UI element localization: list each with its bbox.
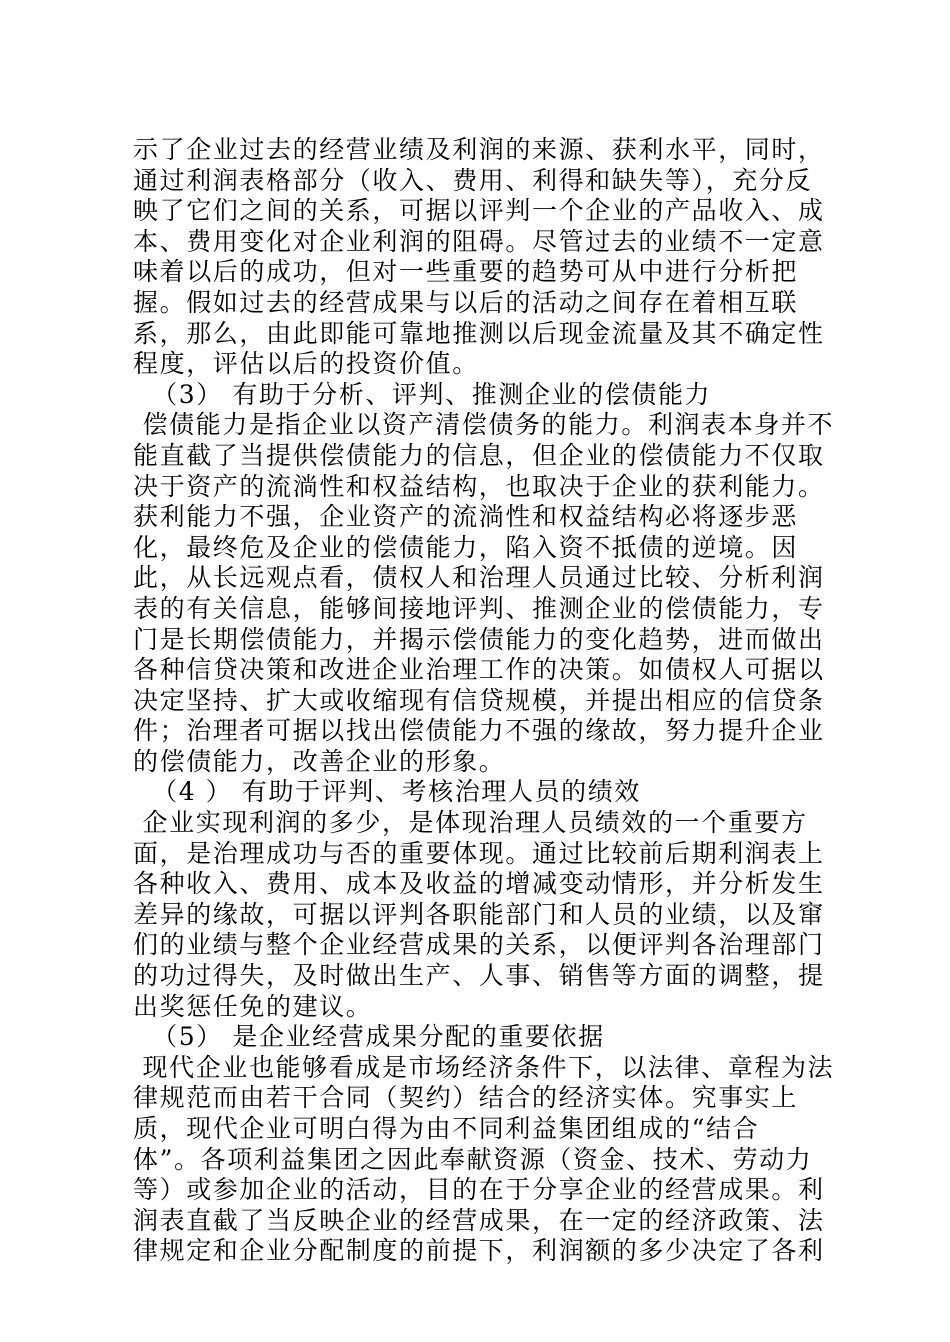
paragraph-line: 偿债能力是指企业以资产清偿债务的能力。利润表本身并不	[133, 410, 835, 440]
paragraph-line: 们的业绩与整个企业经营成果的关系，以便评判各治理部门	[133, 930, 825, 960]
paragraph-line: 体”。各项利益集团之因此奉献资源（资金、技术、劳动力	[133, 1144, 813, 1174]
paragraph-line: 门是长期偿债能力，并揭示偿债能力的变化趋势，进而做出	[133, 624, 825, 654]
paragraph-line: 程度，评估以后的投资价值。	[133, 349, 479, 379]
paragraph-line: 决定坚持、扩大或收缩现有信贷规模，并提出相应的信贷条	[133, 685, 825, 715]
paragraph-line: 能直截了当提供偿债能力的信息，但企业的偿债能力不仅取	[133, 440, 825, 470]
paragraph-line: 现代企业也能够看成是市场经济条件下，以法律、章程为法	[133, 1052, 835, 1082]
paragraph-line: 律规定和企业分配制度的前提下，利润额的多少决定了各利	[133, 1236, 825, 1266]
paragraph-line: 示了企业过去的经营业绩及利润的来源、获利水平，同时，	[133, 135, 825, 164]
paragraph-line: 的功过得失，及时做出生产、人事、销售等方面的调整，提	[133, 961, 825, 991]
paragraph-line: 的偿债能力，改善企业的形象。	[133, 746, 506, 776]
paragraph-line: 表的有关信息，能够间接地评判、推测企业的偿债能力，专	[133, 593, 825, 623]
paragraph-line: 通过利润表格部分（收入、费用、利得和缺失等），充分反	[133, 165, 813, 195]
paragraph-line: 面，是治理成功与否的重要体现。通过比较前后期利润表上	[133, 838, 825, 868]
paragraph-line: 握。假如过去的经营成果与以后的活动之间存在着相互联	[133, 287, 799, 317]
paragraph-line: 各种信贷决策和改进企业治理工作的决策。如债权人可据以	[133, 655, 825, 685]
document-body	[133, 135, 835, 1267]
paragraph-line: 决于资产的流淌性和权益结构，也取决于企业的获利能力。	[133, 471, 825, 501]
paragraph-line: 出奖惩任免的建议。	[133, 991, 373, 1021]
paragraph-line: 各种收入、费用、成本及收益的增减变动情形，并分析发生	[133, 869, 825, 899]
section-heading: （4 ） 有助于评判、考核治理人员的绩效	[133, 777, 641, 807]
paragraph-line: 获利能力不强，企业资产的流淌性和权益结构必将逐步恶	[133, 502, 799, 532]
paragraph-line: 本、费用变化对企业利润的阻碍。尽管过去的业绩不一定意	[133, 226, 825, 256]
paragraph-line: 等）或参加企业的活动，目的在于分享企业的经营成果。利	[133, 1175, 825, 1205]
paragraph-line: 企业实现利润的多少，是体现治理人员绩效的一个重要方	[133, 808, 808, 838]
paragraph-line: 件；治理者可据以找出偿债能力不强的缘故，努力提升企业	[133, 716, 825, 746]
paragraph-line: 润表直截了当反映企业的经营成果，在一定的经济政策、法	[133, 1205, 825, 1235]
paragraph-line: 律规范而由若干合同（契约）结合的经济实体。究事实上	[133, 1083, 799, 1113]
paragraph-line: 此，从长远观点看，债权人和治理人员通过比较、分析利润	[133, 563, 825, 593]
section-heading: （3） 有助于分析、评判、推测企业的偿债能力	[133, 379, 712, 409]
section-heading: （5） 是企业经营成果分配的重要依据	[133, 1022, 605, 1052]
paragraph-line: 味着以后的成功，但对一些重要的趋势可从中进行分析把	[133, 257, 799, 287]
paragraph-line: 化，最终危及企业的偿债能力，陷入资不抵债的逆境。因	[133, 532, 799, 562]
paragraph-line: 质，现代企业可明白得为由不同利益集团组成的“结合	[133, 1114, 760, 1143]
paragraph-line: 系，那么，由此即能可靠地推测以后现金流量及其不确定性	[133, 318, 825, 348]
paragraph-line: 映了它们之间的关系，可据以评判一个企业的产品收入、成	[133, 196, 825, 226]
paragraph-line: 差异的缘故，可据以评判各职能部门和人员的业绩，以及窜	[133, 899, 825, 929]
